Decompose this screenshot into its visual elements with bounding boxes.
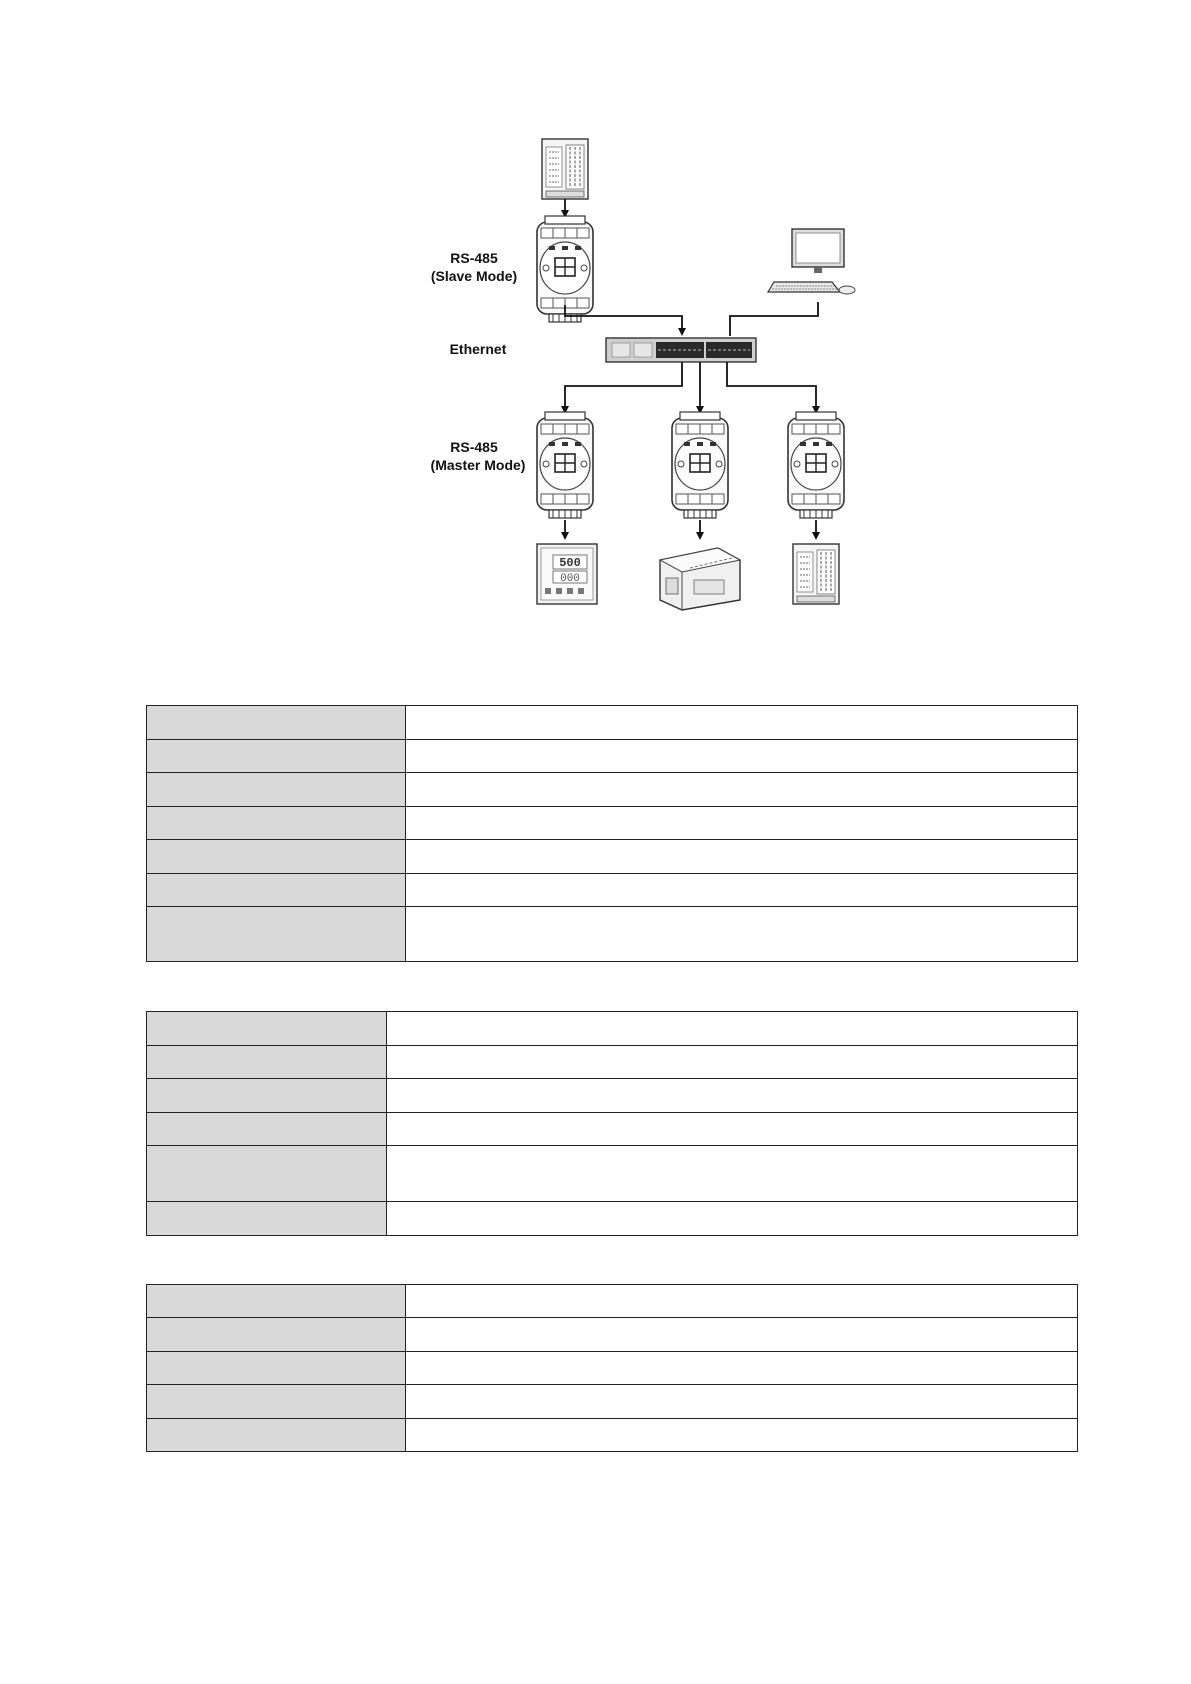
label-master-line2: (Master Mode) (430, 457, 526, 473)
table-cell-value (406, 773, 1078, 807)
table-row (147, 1046, 1078, 1079)
plc-bottom-device (793, 544, 839, 604)
table-row (147, 1113, 1078, 1146)
table-row (147, 807, 1078, 840)
spec-table-1 (146, 705, 1078, 962)
computer-icon (768, 229, 855, 294)
table-cell-key (147, 1079, 387, 1113)
network-diagram (0, 0, 1191, 640)
label-slave-line1: RS-485 (450, 250, 498, 266)
table-cell-key (147, 1318, 406, 1352)
table-cell-key (147, 773, 406, 807)
table-cell-value (406, 807, 1078, 840)
table-cell-value (387, 1046, 1078, 1079)
table-cell-value (406, 1318, 1078, 1352)
table-cell-value (406, 706, 1078, 740)
table-cell-value (406, 907, 1078, 962)
table-cell-key (147, 1113, 387, 1146)
table-cell-key (147, 1352, 406, 1385)
table-cell-key (147, 1046, 387, 1079)
table-row (147, 706, 1078, 740)
table-row (147, 1285, 1078, 1318)
table-cell-key (147, 1012, 387, 1046)
table-cell-value (406, 1285, 1078, 1318)
label-master-line1: RS-485 (450, 439, 498, 455)
table-cell-value (387, 1079, 1078, 1113)
label-ethernet: Ethernet (449, 341, 507, 357)
spec-table-3 (146, 1284, 1078, 1452)
table-row (147, 740, 1078, 773)
ac-drive-icon (660, 548, 740, 610)
table-row (147, 1202, 1078, 1236)
table-cell-key (147, 1202, 387, 1236)
table-cell-value (387, 1202, 1078, 1236)
ethernet-switch-icon (606, 338, 756, 362)
table-row (147, 1146, 1078, 1202)
rs485-master-module-2 (672, 412, 728, 518)
temperature-controller-icon (537, 544, 597, 604)
table-cell-value (387, 1146, 1078, 1202)
table-cell-value (406, 740, 1078, 773)
table-cell-value (406, 874, 1078, 907)
table-row (147, 874, 1078, 907)
display-bottom-value: 000 (560, 573, 580, 585)
table-row (147, 1012, 1078, 1046)
table-cell-value (406, 1385, 1078, 1419)
plc-slave-device (542, 139, 588, 199)
table-row (147, 907, 1078, 962)
table-cell-value (406, 840, 1078, 874)
line-switch-to-master1 (565, 362, 682, 412)
display-top-value: 500 (559, 556, 581, 570)
rs485-master-module-1 (537, 412, 593, 518)
table-cell-key (147, 874, 406, 907)
label-slave-line2: (Slave Mode) (430, 268, 518, 284)
table-cell-key (147, 1285, 406, 1318)
table-cell-value (406, 1352, 1078, 1385)
table-row (147, 1079, 1078, 1113)
table-cell-key (147, 1419, 406, 1452)
table-row (147, 1385, 1078, 1419)
table-cell-key (147, 1385, 406, 1419)
line-computer-to-switch (730, 302, 818, 336)
table-cell-key (147, 907, 406, 962)
table-cell-value (387, 1012, 1078, 1046)
table-cell-value (387, 1113, 1078, 1146)
table-row (147, 1352, 1078, 1385)
table-row (147, 773, 1078, 807)
table-cell-key (147, 840, 406, 874)
rs485-master-module-3 (788, 412, 844, 518)
table-row (147, 840, 1078, 874)
table-cell-key (147, 706, 406, 740)
table-cell-key (147, 807, 406, 840)
table-cell-key (147, 740, 406, 773)
spec-table-2 (146, 1011, 1078, 1236)
table-row (147, 1318, 1078, 1352)
line-switch-to-master3 (727, 362, 816, 412)
table-cell-value (406, 1419, 1078, 1452)
table-cell-key (147, 1146, 387, 1202)
table-row (147, 1419, 1078, 1452)
